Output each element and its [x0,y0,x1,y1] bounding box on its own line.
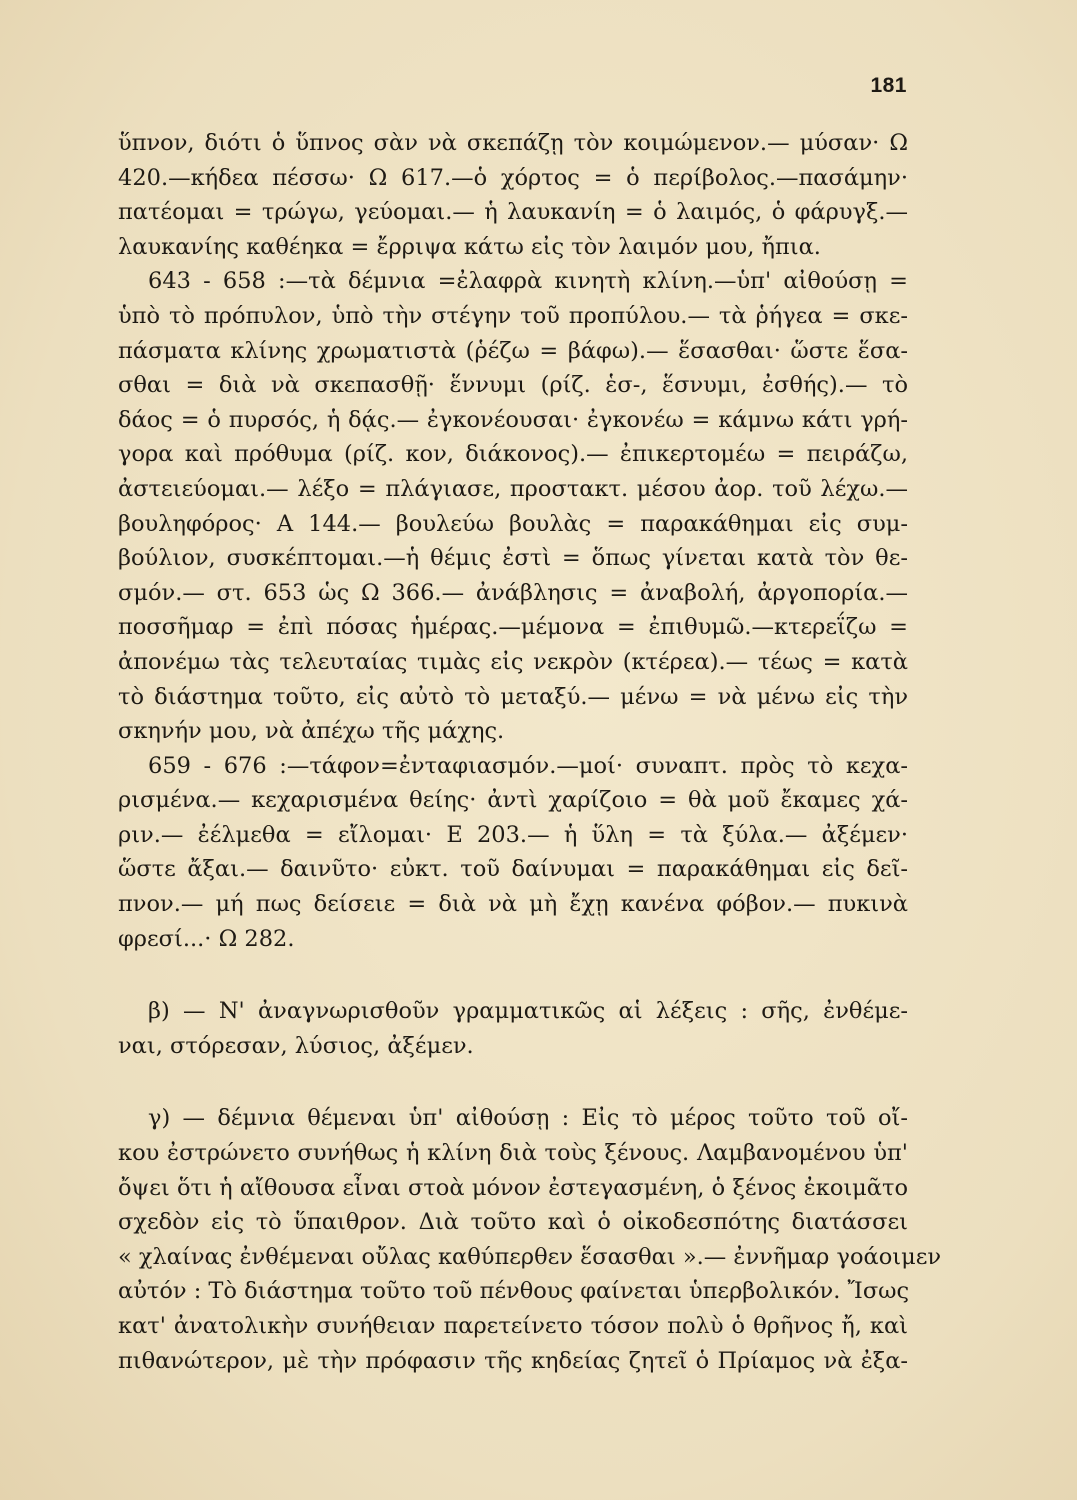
text-line: ἀπονέμω τὰς τελευταίας τιμὰς εἰς νεκρὸν (κτέρεα).— τέως = κατὰ [118,648,908,675]
text-line: ρισμένα.— κεχαρισμένα θείης· ἀντὶ χαρίζοιο = θὰ μοῦ ἔκαμες χά- [118,787,908,814]
text-line: πνον.— μή πως δείσειε = διὰ νὰ μὴ ἔχῃ κανένα φόβον.— πυκινὰ [118,891,908,918]
text-line: πιθανώτερον, μὲ τὴν πρόφασιν τῆς κηδείας ζητεῖ ὁ Πρίαμος νὰ ἐξα- [118,1347,908,1374]
text-line: ριν.— ἐέλμεθα = εἴλομαι· Ε 203.— ἡ ὕλη = τὰ ξύλα.— ἀξέμεν· [118,821,908,848]
text-line: κου ἐστρώνετο συνήθως ἡ κλίνη διὰ τοὺς ξένους. Λαμβανομένου ὑπ' [118,1140,908,1167]
text-line: σκηνήν μου, νὰ ἀπέχω τῆς μάχης. [118,718,505,745]
text-line: φρεσί...· Ω 282. [118,925,295,952]
text-line: βούλιον, συσκέπτομαι.—ἡ θέμις ἐστὶ = ὅπως γίνεται κατὰ τὸν θε- [118,545,908,572]
paragraph-gap [118,1063,908,1101]
text-line: ὥστε ἄξαι.— δαινῦτο· εὐκτ. τοῦ δαίνυμαι = παρακάθημαι εἰς δεῖ- [118,856,908,883]
text-line: 643 - 658 :—τὰ δέμνια =ἐλαφρὰ κινητὴ κλίνη.—ὑπ' αἰθούσῃ = [148,268,908,295]
text-line: αὐτόν : Τὸ διάστημα τοῦτο τοῦ πένθους φαίνεται ὑπερβολικόν. Ἴσως [118,1278,910,1305]
text-line: κατ' ἀνατολικὴν συνήθειαν παρετείνετο τόσον πολὺ ὁ θρῆνος ἤ, καὶ [118,1313,908,1339]
text-line: β) — Ν' ἀναγνωρισθοῦν γραμματικῶς αἱ λέξεις : σῆς, ἐνθέμε- [148,998,908,1025]
text-line: τὸ διάστημα τοῦτο, εἰς αὐτὸ τὸ μεταξύ.— μένω = νὰ μένω εἰς τὴν [118,683,908,710]
text-line: ὄψει ὅτι ἡ αἴθουσα εἶναι στοὰ μόνον ἐστεγασμένη, ὁ ξένος ἐκοιμᾶτο [118,1174,908,1201]
text-line: « χλαίνας ἐνθέμεναι οὔλας καθύπερθεν ἕσασθαι ».— ἐννῆμαρ γοάοιμεν [118,1243,942,1270]
text-line: λαυκανίης καθέηκα = ἔρριψα κάτω εἰς τὸν λαιμόν μου, ἤπια. [118,233,821,260]
text-line: πάσματα κλίνης χρωματιστὰ (ῥέζω = βάφω).— ἕσασθαι· ὥστε ἕσα- [118,337,908,364]
paragraph-gamma-commentary [118,1101,942,1378]
text-line: ἀστειεύομαι.— λέξο = πλάγιασε, προστακτ. μέσου ἀορ. τοῦ λέχω.— [118,475,908,502]
text-line: ποσσῆμαρ = ἐπὶ πόσας ἡμέρας.—μέμονα = ἐπιθυμῶ.—κτερεΐζω = [118,614,908,641]
text-line: σχεδὸν εἰς τὸ ὕπαιθρον. Διὰ τοῦτο καὶ ὁ οἰκοδεσπότης διατάσσει [118,1209,908,1236]
text-line: σμόν.— στ. 653 ὡς Ω 366.— ἀνάβλησις = ἀναβολή, ἀργοπορία.— [118,579,908,606]
paragraph-glosses-659-676 [118,749,908,957]
text-line: ναι, στόρεσαν, λύσιος, ἀξέμεν. [118,1032,474,1059]
page-number: 181 [870,74,907,97]
paragraph-beta-exercise [118,994,908,1063]
text-line: ὕπνον, διότι ὁ ὕπνος σὰν νὰ σκεπάζῃ τὸν κοιμώμενον.— μύσαν· Ω [118,130,908,156]
text-line: ὑπὸ τὸ πρόπυλον, ὑπὸ τὴν στέγην τοῦ προπύλου.— τὰ ῥήγεα = σκε- [118,302,908,329]
paragraph-glosses-intro [118,126,908,264]
commentary-text [118,126,942,1378]
text-line: 659 - 676 :—τάφον=ἐνταφιασμόν.—μοί· συναπτ. πρὸς τὸ κεχα- [148,752,908,779]
paragraph-glosses-643-658 [118,264,908,748]
text-line: γορα καὶ πρόθυμα (ρίζ. κον, διάκονος).— ἐπικερτομέω = πειράζω, [118,441,908,468]
text-line: βουληφόρος· Α 144.— βουλεύω βουλὰς = παρακάθημαι εἰς συμ- [118,510,908,537]
text-line: πατέομαι = τρώγω, γεύομαι.— ἡ λαυκανίη = ὁ λαιμός, ὁ φάρυγξ.— [118,199,908,226]
text-line: γ) — δέμνια θέμεναι ὑπ' αἰθούσῃ : Εἰς τὸ μέρος τοῦτο τοῦ οἴ- [148,1105,908,1132]
text-line: σθαι = διὰ νὰ σκεπασθῇ· ἕννυμι (ρίζ. ἑσ-, ἕσνυμι, ἐσθής).— τὸ [118,372,908,399]
text-line: 420.—κήδεα πέσσω· Ω 617.—ὁ χόρτος = ὁ περίβολος.—πασάμην· [118,164,908,191]
text-line: δάος = ὁ πυρσός, ἡ δᾴς.— ἐγκονέουσαι· ἐγκονέω = κάμνω κάτι γρή- [118,406,908,433]
paragraph-gap [118,956,908,994]
